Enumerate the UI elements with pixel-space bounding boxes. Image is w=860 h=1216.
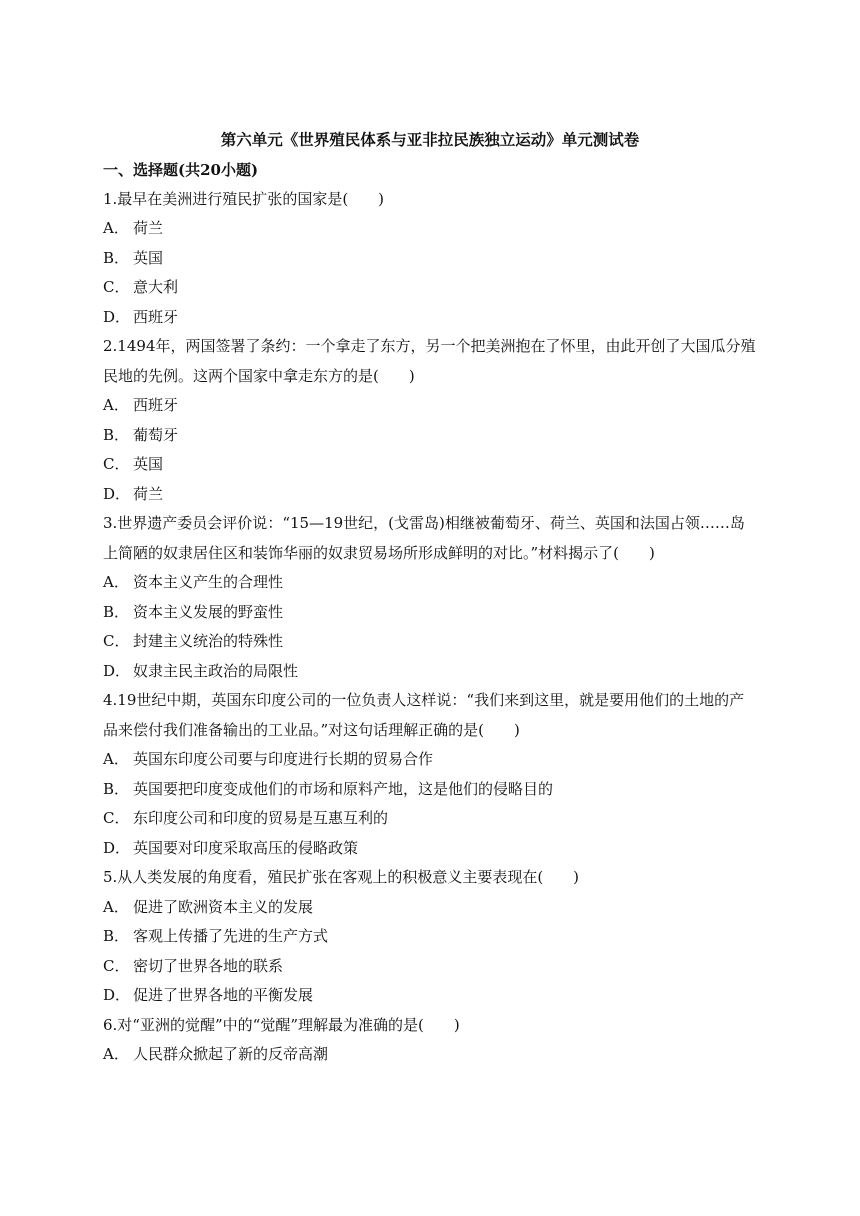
question-4-option-b: B． 英国要把印度变成他们的市场和原料产地，这是他们的侵略目的 (103, 780, 554, 798)
question-2-option-c: C． 英国 (103, 455, 164, 473)
question-4-stem-line-1: 4.19世纪中期，英国东印度公司的一位负责人这样说：“我们来到这里，就是要用他们的土地的产 (103, 691, 745, 709)
question-4-option-d: D． 英国要对印度采取高压的侵略政策 (103, 839, 359, 857)
question-3-stem-line-2: 上简陋的奴隶居住区和装饰华丽的奴隶贸易场所形成鲜明的对比。”材料揭示了( ) (103, 544, 655, 562)
question-2-option-d: D． 荷兰 (103, 485, 164, 503)
question-3-option-c: C． 封建主义统治的特殊性 (103, 632, 284, 650)
question-5-stem: 5.从人类发展的角度看，殖民扩张在客观上的积极意义主要表现在( ) (103, 868, 580, 886)
section-heading: 一、选择题(共20小题) (103, 161, 259, 179)
question-3-option-a: A． 资本主义产生的合理性 (103, 573, 284, 591)
question-3-stem-line-1: 3.世界遗产委员会评价说：“15—19世纪，(戈雷岛)相继被葡萄牙、荷兰、英国和法国占领……岛 (103, 514, 745, 532)
question-6-option-a: A． 人民群众掀起了新的反帝高潮 (103, 1045, 329, 1063)
question-5-option-d: D． 促进了世界各地的平衡发展 (103, 986, 314, 1004)
question-5-option-c: C． 密切了世界各地的联系 (103, 957, 284, 975)
question-1-option-b: B． 英国 (103, 249, 164, 267)
document-title: 第六单元《世界殖民体系与亚非拉民族独立运动》单元测试卷 (220, 130, 640, 149)
question-4-stem-line-2: 品来偿付我们准备输出的工业品。”对这句话理解正确的是( ) (103, 721, 520, 739)
question-1-option-a: A． 荷兰 (103, 219, 164, 237)
question-2-stem-line-1: 2.1494年，两国签署了条约：一个拿走了东方，另一个把美洲抱在了怀里，由此开创了大国瓜分殖 (103, 337, 756, 355)
question-6-stem: 6.对“亚洲的觉醒”中的“觉醒”理解最为准确的是( ) (103, 1016, 460, 1034)
question-5-option-b: B． 客观上传播了先进的生产方式 (103, 927, 329, 945)
question-4-option-c: C． 东印度公司和印度的贸易是互惠互利的 (103, 809, 389, 827)
question-3-option-b: B． 资本主义发展的野蛮性 (103, 603, 284, 621)
question-4-option-a: A． 英国东印度公司要与印度进行长期的贸易合作 (103, 750, 434, 768)
question-5-option-a: A． 促进了欧洲资本主义的发展 (103, 898, 314, 916)
question-2-option-a: A． 西班牙 (103, 396, 179, 414)
question-1-stem: 1.最早在美洲进行殖民扩张的国家是( ) (103, 190, 385, 208)
question-1-option-d: D． 西班牙 (103, 308, 179, 326)
question-1-option-c: C． 意大利 (103, 278, 179, 296)
question-3-option-d: D． 奴隶主民主政治的局限性 (103, 662, 299, 680)
question-2-option-b: B． 葡萄牙 (103, 426, 179, 444)
question-2-stem-line-2: 民地的先例。这两个国家中拿走东方的是( ) (103, 367, 415, 385)
